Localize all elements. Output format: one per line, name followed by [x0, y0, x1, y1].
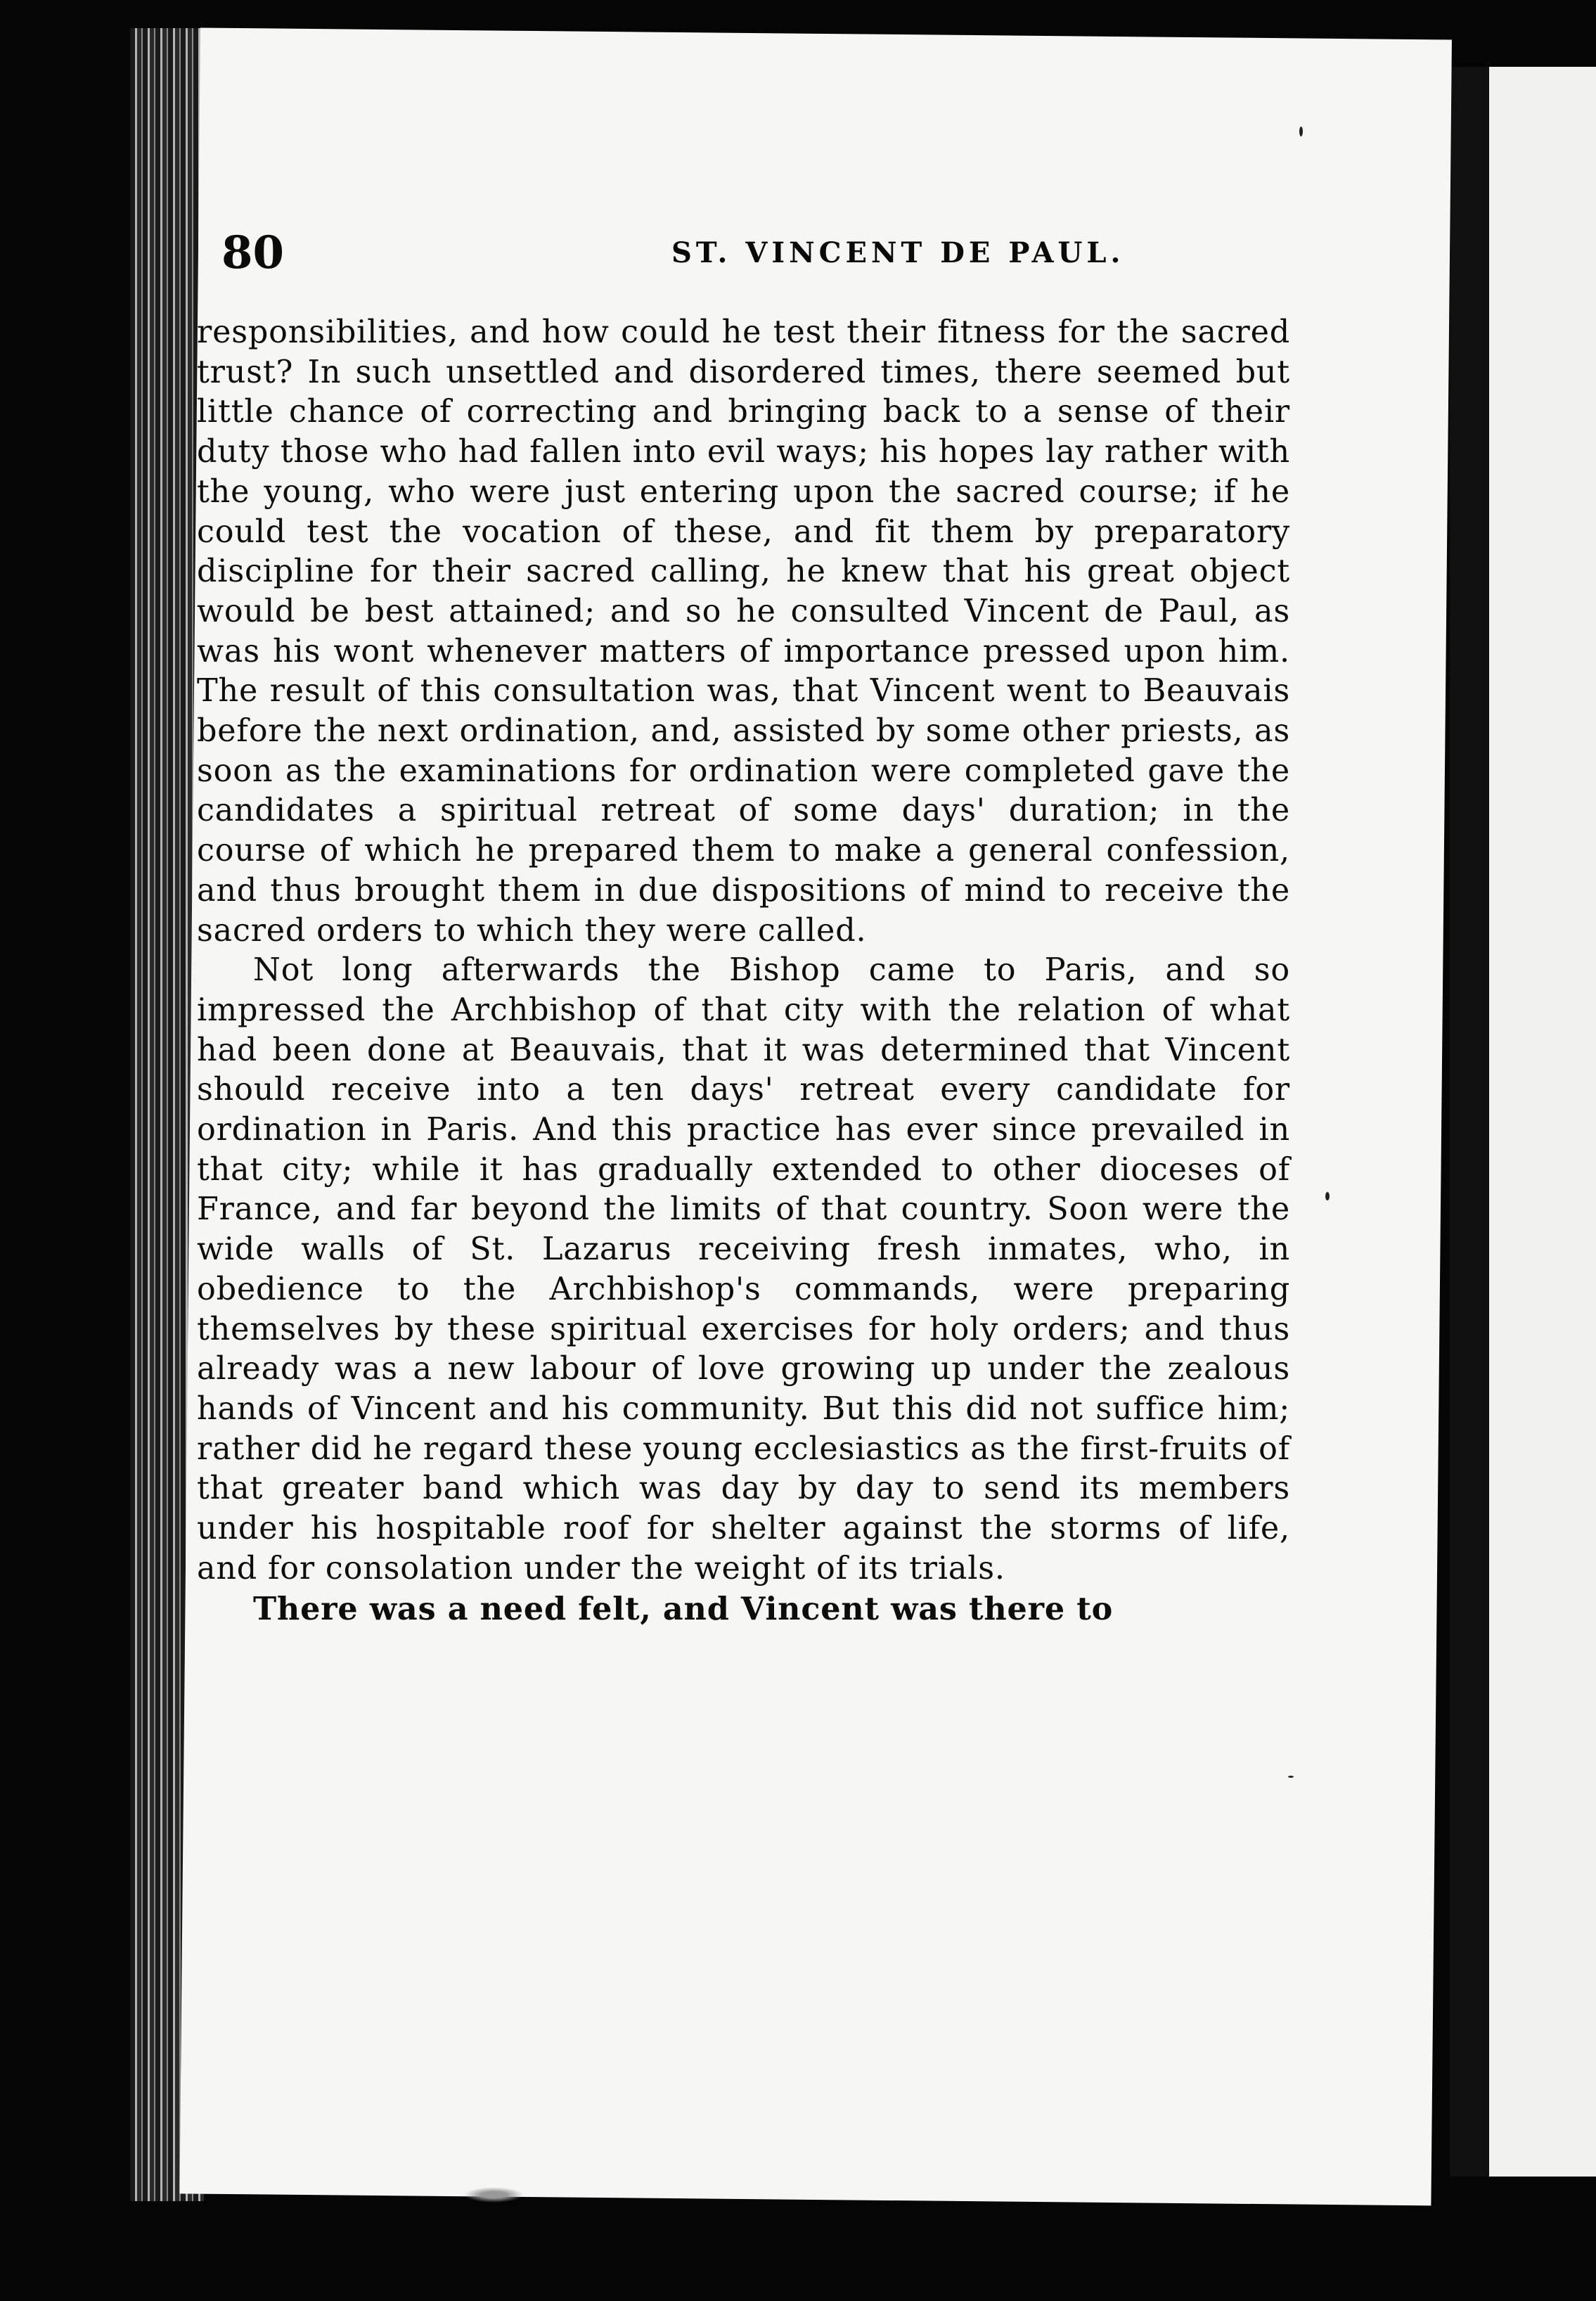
paragraph-2: Not long afterwards the Bishop came to Paris, and so impressed the Archbishop of that city with the relation of what had been done at Beauvais, that it was determined that Vincent should receive into a ten days' retreat every candidate for ordination in Paris. And this practice has ever since prevailed in that city; while it has gradually extended to other dioceses of France, and far beyond the limits of that country. Soon were the wide walls of St. Lazarus receiving fresh inmates, who, in obedience to the Archbishop's commands, were preparing themselves by these spiritual exercises for holy orders; and thus already was a new labour of love growing up under the zealous hands of Vincent and his community. But this did not suffice him; rather did he regard these young ecclesiastics as the first-fruits of that greater band which was day by day to send its members under his hospitable roof for shelter against the storms of life, and for consolation under the weight of its trials. — [197, 952, 1290, 1587]
page-number: 80 — [221, 226, 285, 279]
page-header — [221, 214, 1290, 292]
scan-speck — [1299, 127, 1303, 136]
paragraph-1: responsibilities, and how could he test their fitness for the sacred trust? In such unsettled and disordered times, there seemed but little chance of correcting and bringing back to a sense of their duty those who had fallen into evil ways; his hopes lay rather with the young, who were just entering upon the sacred course; if he could test the vocation of these, and fit them by preparatory discipline for their sacred calling, he knew that his great object would be best attained; and so he consulted Vincent de Paul, as was his wont whenever matters of importance pressed upon him. The result of this consultation was, that Vincent went to Beauvais before the next ordination, and, assisted by some other priests, as soon as the examinations for ordination were completed gave the candidates a spiritual retreat of some days' duration; in the course of which he prepared them to make a general confession, and thus brought them in due dispositions of mind to receive the sacred orders to which they were called. — [197, 314, 1290, 949]
facing-page — [1489, 67, 1596, 2177]
scan-smudge — [464, 2187, 524, 2203]
scan-speck — [1325, 1192, 1330, 1200]
body-text — [197, 313, 1290, 1629]
running-title: ST. VINCENT DE PAUL. — [671, 236, 1125, 269]
binding-gutter — [1450, 67, 1489, 2177]
paragraph-3: There was a need felt, and Vincent was there to — [253, 1590, 1114, 1627]
scan-speck — [1288, 1776, 1294, 1778]
